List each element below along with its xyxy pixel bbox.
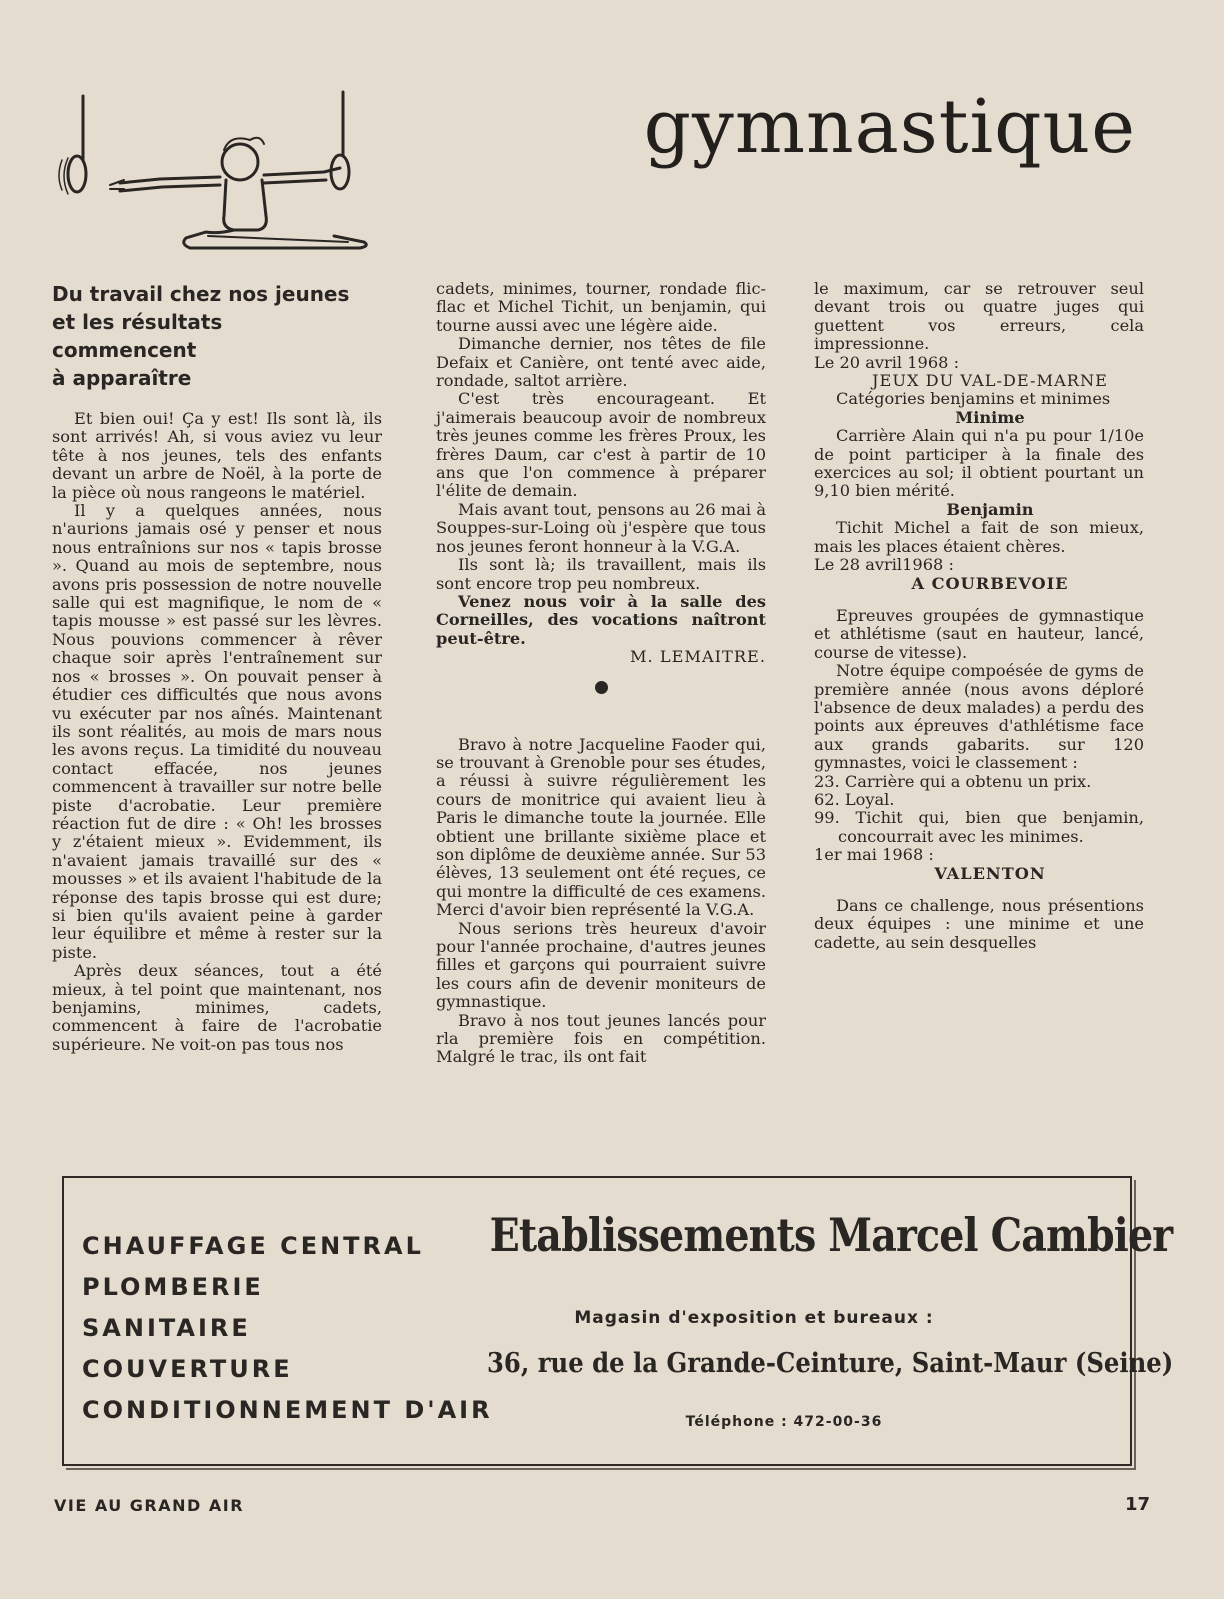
- ad-service: PLOMBERIE: [82, 1273, 264, 1301]
- article-headline: Du travail chez nos jeunes et les résultats commencent à apparaître: [52, 282, 350, 390]
- paragraph: Bravo à nos tout jeunes lancés pour rla première fois en compétition. Malgré le trac, ils ont fait: [436, 1010, 766, 1067]
- ad-services-list: [82, 1226, 493, 1431]
- paragraph: Carrière Alain qui n'a pu pour 1/10e de point participer à la finale des exercices au sol; il obtient pourtant un 9,10 bien mérité.: [814, 426, 1144, 501]
- signature: M. LEMAITRE.: [629, 647, 766, 667]
- paragraph: Tichit Michel a fait de son mieux, mais les places étaient chères.: [814, 518, 1144, 556]
- paragraph-bold: Venez nous voir à la salle des Corneilles, des vocations naîtront peut-être.: [436, 591, 766, 648]
- ad-company-name: Etablissements Marcel Cambier: [489, 1208, 1173, 1262]
- ad-service: CHAUFFAGE CENTRAL: [82, 1232, 424, 1260]
- gymnast-on-rings-illustration: [50, 88, 390, 268]
- ad-service: CONDITIONNEMENT D'AIR: [82, 1396, 493, 1424]
- ad-phone: Téléphone : 472-00-36: [685, 1414, 883, 1430]
- event-title: VALENTON: [934, 863, 1046, 883]
- section-separator-dot: [595, 681, 608, 694]
- ad-service: SANITAIRE: [82, 1314, 251, 1342]
- event-date: Le 20 avril 1968 :: [814, 352, 960, 372]
- ranking-item: 62. Loyal.: [814, 789, 895, 809]
- paragraph: cadets, minimes, tourner, rondade flic-flac et Michel Tichit, un benjamin, qui tourne aussi avec une légère aide.: [436, 279, 766, 335]
- ad-address: 36, rue de la Grande-Ceinture, Saint-Maur (Seine): [487, 1348, 1174, 1379]
- event-date: 1er mai 1968 :: [814, 845, 934, 865]
- article-column-2: [436, 280, 766, 1067]
- event-date: Le 28 avril1968 :: [814, 555, 954, 575]
- paragraph: Il y a quelques années, nous n'aurions jamais osé y penser et nous nous entraînions sur nos « tapis brosse ». Quand au mois de septembre, nous avons pris possession de notre nouvelle salle qui est magnifique, le nom de « tapis mousse » est passé sur les lèvres. Nous pouvions commencer à rêver chaque soir après l'entraînement sur nos « brosses ». On pouvait penser à étudier ces difficultés que nous avons vu exécuter par nos aînés. Maintenant ils sont réalités, au mois de mars nous les avons reçus. La timidité du nouveau contact effacée, nos jeunes commencent à travailler sur notre belle piste d'acrobatie. Leur première réaction fut de dire : « Oh! les brosses y z'étaient mieux ». Evidemment, ils n'avaient jamais travaillé sur des « mousses » et ils avaient l'habitude de la réponse des tapis brosse qui est dure; si bien qu'ils avaient peine à garder leur équilibre et même à rester sur la piste.: [52, 501, 382, 962]
- category-title: Minime: [955, 407, 1025, 427]
- category-title: Benjamin: [946, 499, 1034, 519]
- ad-showroom: Magasin d'exposition et bureaux :: [574, 1308, 934, 1328]
- event-title: JEUX DU VAL-DE-MARNE: [872, 371, 1108, 391]
- paragraph: Ils sont là; ils travaillent, mais ils sont encore trop peu nombreux.: [436, 555, 766, 593]
- paragraph: Après deux séances, tout a été mieux, à tel point que maintenant, nos benjamins, minimes, cadets, commencent à faire de l'acrobatie supérieure. Ne voit-on pas tous nos: [52, 961, 382, 1054]
- ranking-item: 23. Carrière qui a obtenu un prix.: [814, 771, 1092, 791]
- paragraph: Dans ce challenge, nous présentions deux équipes : une minime et une cadette, au sein desquelles: [814, 896, 1144, 952]
- paragraph: Dimanche dernier, nos têtes de file Defaix et Canière, ont tenté avec aide, rondade, saltot arrière.: [436, 334, 766, 391]
- article-column-3: [814, 280, 1144, 952]
- page-number: 17: [1124, 1494, 1150, 1515]
- paragraph: Epreuves groupées de gymnastique et athlétisme (saut en hauteur, lancé, course de vitesse).: [814, 605, 1144, 662]
- paragraph: Notre équipe compoésée de gyms de première année (nous avons déploré l'absence de deux malades) a perdu des points aux épreuves d'athlétisme face aux grands gabarits. sur 120 gymnastes, voici le classement :: [814, 661, 1144, 773]
- paragraph: C'est très encourageant. Et j'aimerais beaucoup avoir de nombreux très jeunes comme les frères Proux, les frères Daum, car c'est à partir de 10 ans que l'on commence à préparer l'élite de demain.: [436, 389, 766, 501]
- ranking-item: 99. Tichit qui, bien que benjamin, concourrait avec les minimes.: [814, 808, 1144, 846]
- article-column-1: [52, 280, 382, 1054]
- ad-service: COUVERTURE: [82, 1355, 293, 1383]
- paragraph: Nous serions très heureux d'avoir pour l'année prochaine, d'autres jeunes filles et garçons qui pourraient suivre les cours afin de devenir moniteurs de gymnastique.: [436, 918, 766, 1012]
- ranking-list: [814, 773, 1144, 847]
- publication-name: VIE AU GRAND AIR: [54, 1496, 245, 1515]
- section-title: gymnastique: [643, 84, 1136, 170]
- paragraph: le maximum, car se retrouver seul devant trois ou quatre juges qui guettent vos erreurs, cela impressionne.: [814, 279, 1144, 354]
- paragraph: Bravo à notre Jacqueline Faoder qui, se trouvant à Grenoble pour ses études, a réussi à suivre régulièrement les cours de monitrice qui avaient lieu à Paris le dimanche toute la journée. Elle obtient une brillante sixième place et son diplôme de deuxième année. Sur 53 élèves, 13 seulement ont été reçues, ce qui montre la difficulté de ces examens. Merci d'avoir bien représenté la V.G.A.: [436, 734, 766, 920]
- event-title: A COURBEVOIE: [911, 573, 1069, 593]
- advertisement-box: [62, 1176, 1174, 1466]
- paragraph: Catégories benjamins et minimes: [836, 389, 1111, 409]
- paragraph: Et bien oui! Ça y est! Ils sont là, ils sont arrivés! Ah, si vous aviez vu leur tête à nos jeunes, tels des enfants devant un arbre de Noël, à la porte de la pièce où nous rangeons le matériel.: [52, 409, 382, 502]
- paragraph: Mais avant tout, pensons au 26 mai à Souppes-sur-Loing où j'espère que tous nos jeunes feront honneur à la V.G.A.: [436, 499, 766, 556]
